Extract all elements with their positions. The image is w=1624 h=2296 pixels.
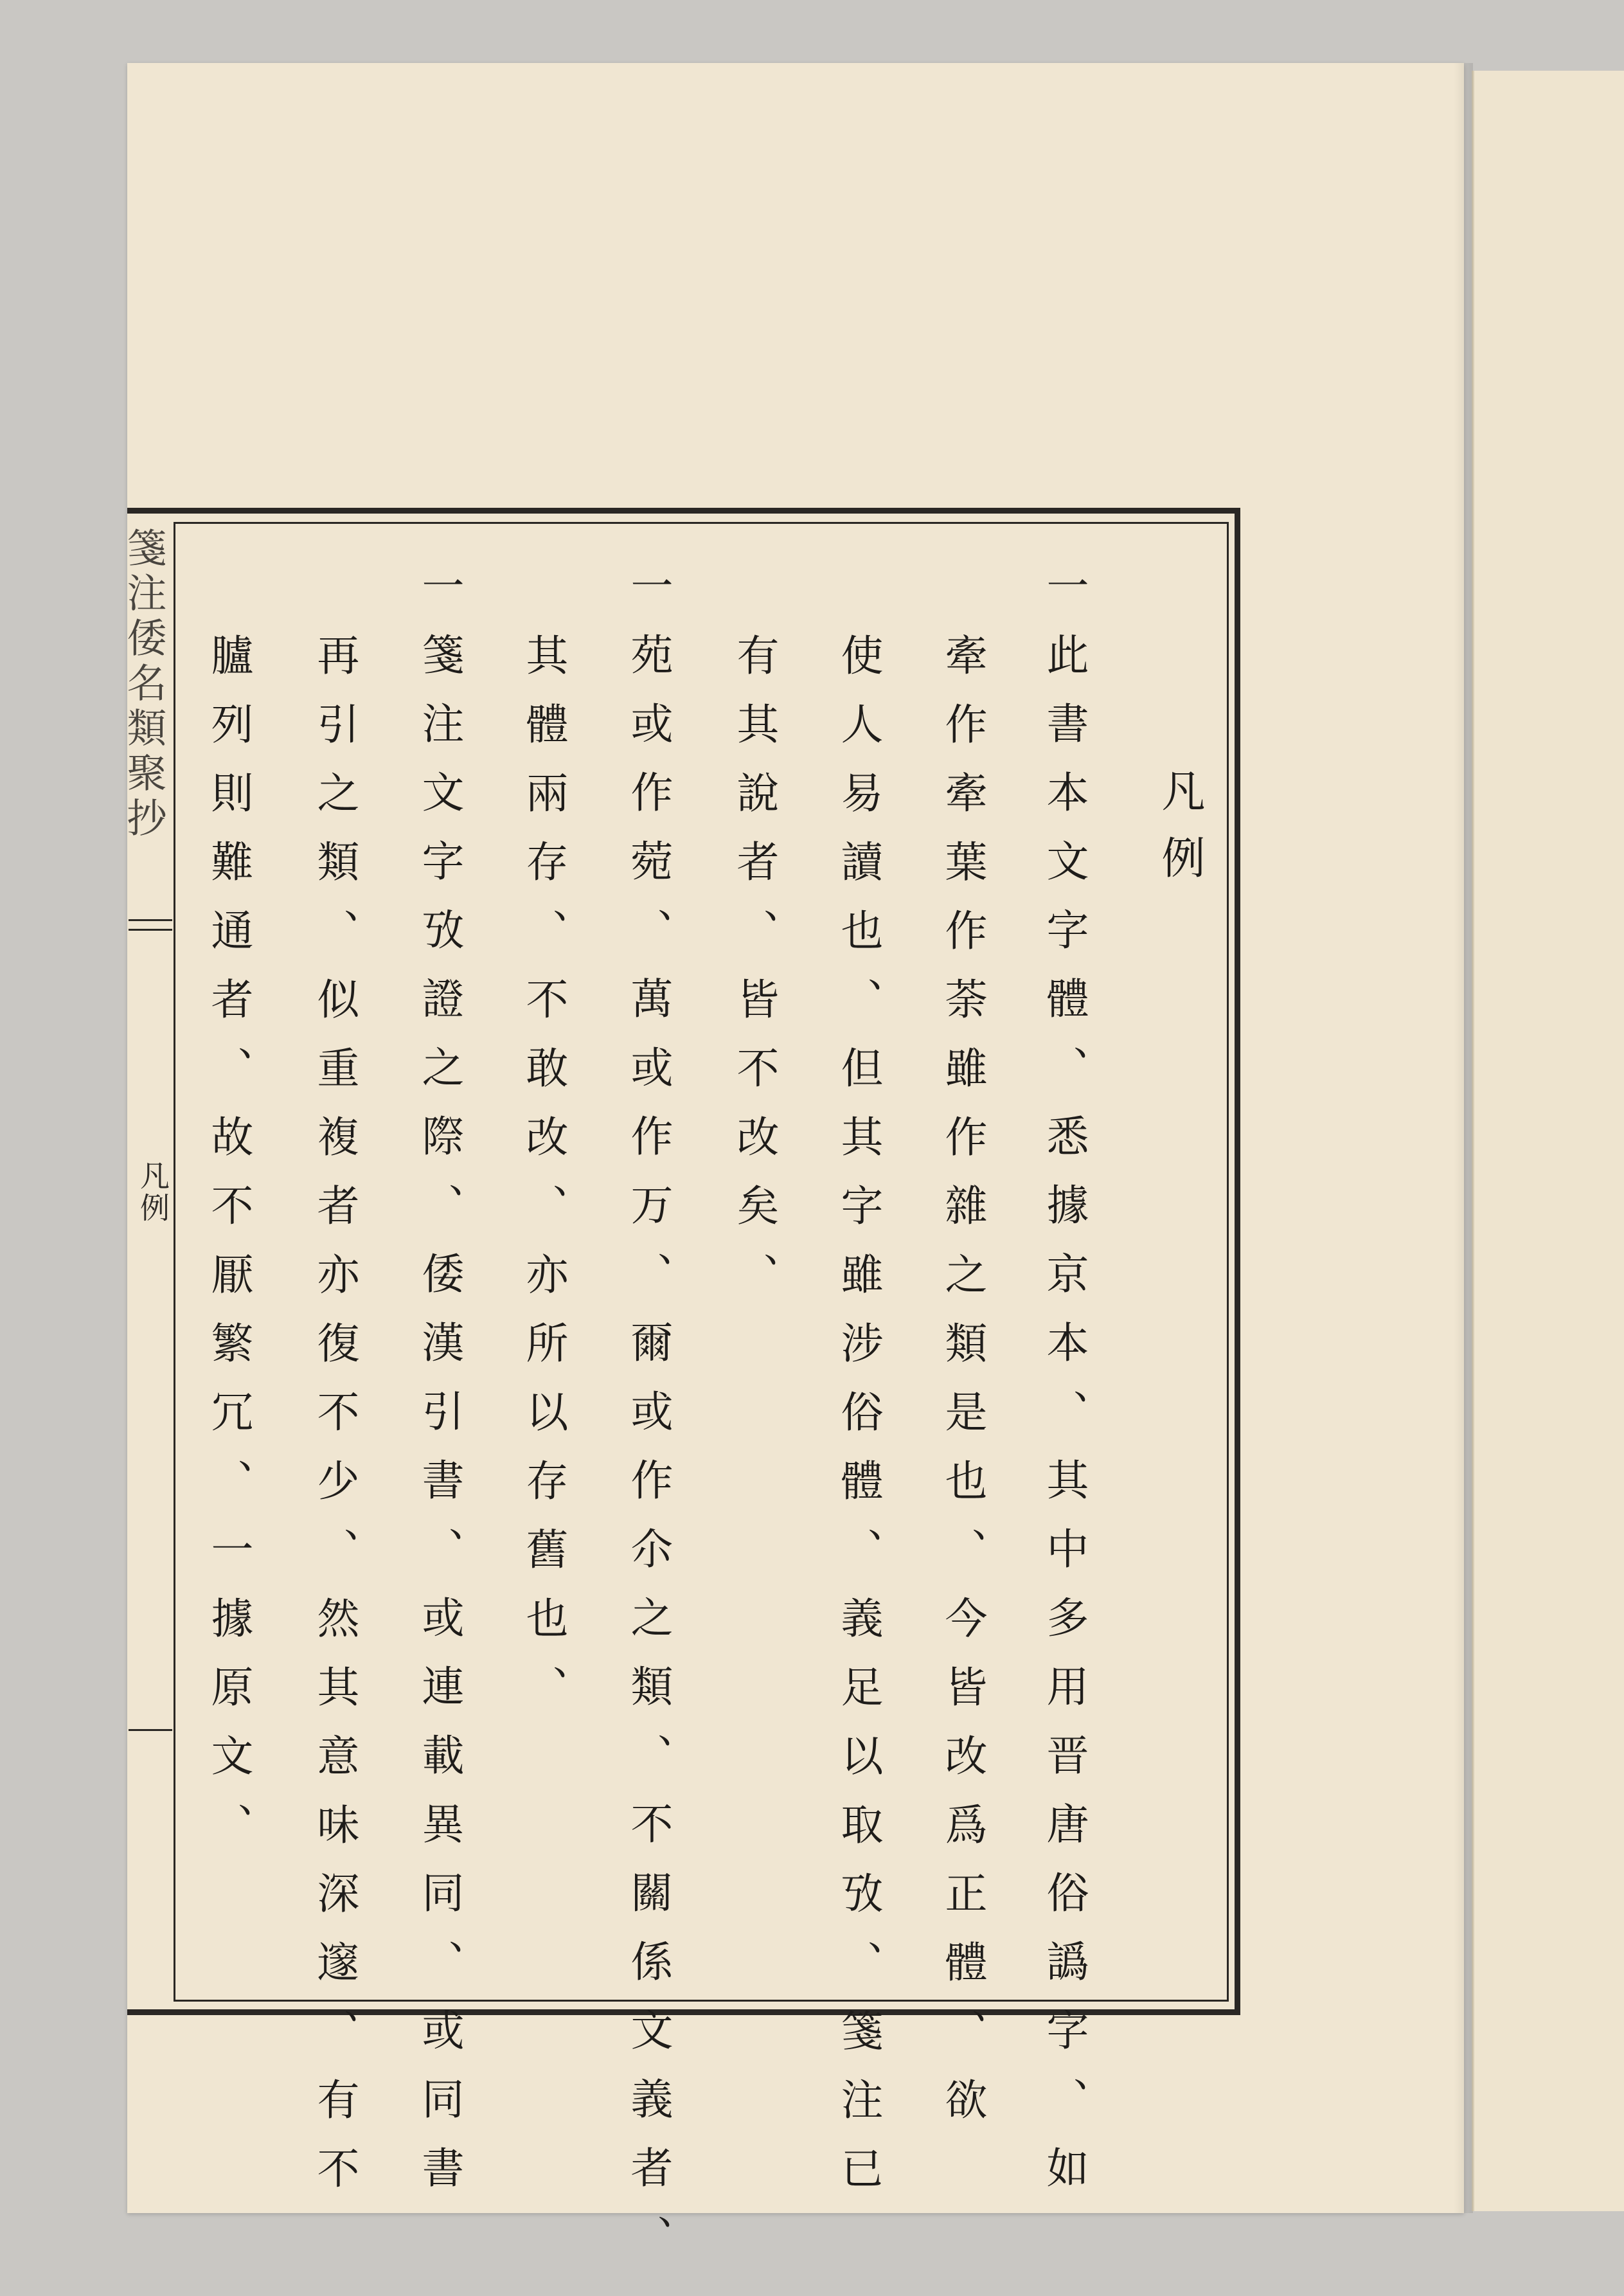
text-column-5: 一苑或作菀、萬或作万、爾或作尒之類、不關係文義者、 [623,564,673,2283]
text-column-7: 一箋注文字攷證之際、倭漢引書、或連載異同、或同書 [415,564,464,2214]
next-page-edge [1472,71,1624,2211]
margin-rule-lower [129,1729,172,1731]
margin-book-title: 箋注倭名類聚抄 [120,527,167,842]
text-column-8: 再引之類、似重複者亦復不少、然其意味深邃、有不 [310,633,359,2215]
margin-rule-bottom [129,929,172,931]
margin-rule-top [129,919,172,921]
page-fold-shadow [1454,63,1473,2213]
text-column-3: 使人易讀也、但其字雖涉俗體、義足以取攷、箋注已 [834,633,883,2215]
text-column-4: 有其說者、皆不改矣、 [729,633,779,1321]
text-column-6: 其體兩存、不敢改、亦所以存舊也、 [519,633,568,1734]
margin-section-label: 凡例 [136,1160,170,1224]
text-column-2: 牽作牽葉作荼雖作雜之類是也、今皆改爲正體、欲 [938,633,987,2146]
text-column-9: 臚列則難通者、故不厭繁冗、一據原文、 [204,633,253,1871]
section-heading: 凡例 [1154,768,1205,902]
text-column-1: 一此書本文字體、悉據京本、其中多用晋唐俗譌字、如 [1039,564,1089,2214]
